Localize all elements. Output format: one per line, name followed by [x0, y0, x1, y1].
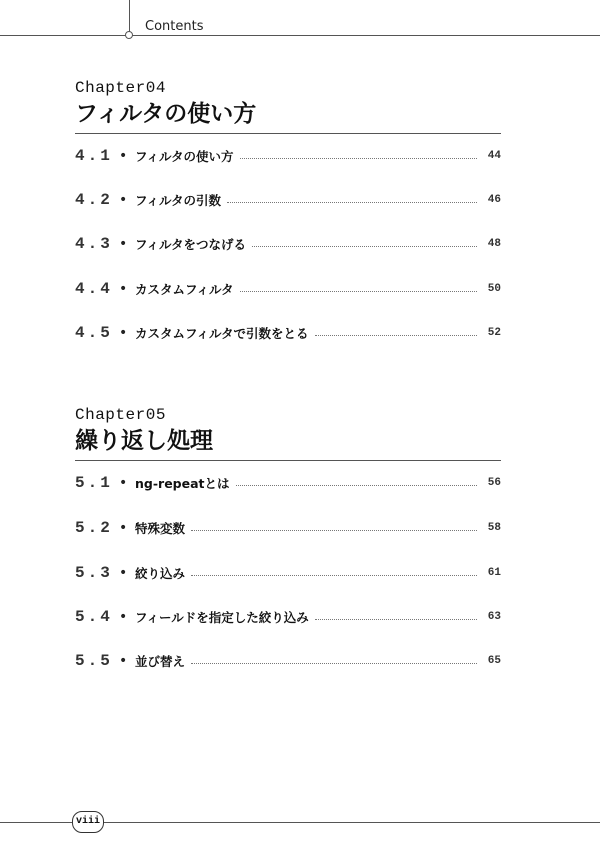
toc-entry[interactable]: [75, 651, 501, 671]
toc-entry[interactable]: [75, 607, 501, 627]
chapter-rule: [75, 460, 501, 461]
bullet-icon: •: [119, 653, 128, 669]
header-rule-dot: [125, 31, 133, 39]
header-horizontal-rule: [0, 35, 600, 36]
section-title: ng-repeatとは: [135, 476, 230, 491]
section-number: 4.4: [75, 280, 113, 298]
chapter-section-05: [75, 405, 501, 461]
section-title: フィールドを指定した絞り込み: [135, 610, 309, 625]
bullet-icon: •: [119, 192, 128, 208]
chapter-rule: [75, 133, 501, 134]
chapter-title: 繰り返し処理: [75, 428, 213, 454]
dot-leader: [191, 530, 477, 531]
page-number: 52: [487, 327, 501, 339]
section-title: 並び替え: [135, 654, 186, 669]
section-number: 5.5: [75, 652, 113, 670]
page-number: 56: [487, 477, 501, 489]
section-number: 5.2: [75, 519, 113, 537]
section-title: カスタムフィルタで引数をとる: [135, 326, 309, 341]
folio-page-number: viii: [72, 811, 104, 833]
chapter-title: フィルタの使い方: [75, 101, 257, 127]
bullet-icon: •: [119, 520, 128, 536]
bullet-icon: •: [119, 281, 128, 297]
chapter-section-04: [75, 78, 501, 134]
bullet-icon: •: [119, 236, 128, 252]
section-title: フィルタをつなげる: [135, 237, 247, 252]
dot-leader: [315, 619, 477, 620]
dot-leader: [191, 575, 477, 576]
dot-leader: [315, 335, 477, 336]
bullet-icon: •: [119, 148, 128, 164]
toc-entry[interactable]: [75, 563, 501, 583]
section-number: 4.5: [75, 324, 113, 342]
chapter-label: Chapter05: [75, 406, 166, 424]
toc-entry[interactable]: [75, 234, 501, 254]
page-number: 63: [487, 611, 501, 623]
dot-leader: [252, 246, 477, 247]
bullet-icon: •: [119, 609, 128, 625]
page-number: 61: [487, 567, 501, 579]
page-number: 46: [487, 194, 501, 206]
running-header-title: Contents: [145, 19, 204, 34]
header-vertical-rule: [129, 0, 130, 34]
page-number: 65: [487, 655, 501, 667]
toc-entry[interactable]: [75, 518, 501, 538]
dot-leader: [191, 663, 477, 664]
chapter-label: Chapter04: [75, 79, 166, 97]
section-number: 4.1: [75, 147, 113, 165]
section-title: 絞り込み: [135, 566, 186, 581]
bullet-icon: •: [119, 475, 128, 491]
toc-entry[interactable]: [75, 146, 501, 166]
section-title: フィルタの引数: [135, 193, 222, 208]
dot-leader: [236, 485, 477, 486]
page-number: 48: [487, 238, 501, 250]
bullet-icon: •: [119, 325, 128, 341]
dot-leader: [240, 291, 477, 292]
section-number: 5.1: [75, 474, 113, 492]
section-number: 5.4: [75, 608, 113, 626]
dot-leader: [240, 158, 477, 159]
toc-entry[interactable]: [75, 279, 501, 299]
dot-leader: [227, 202, 477, 203]
toc-entry[interactable]: [75, 323, 501, 343]
toc-entry[interactable]: [75, 473, 501, 493]
section-title: フィルタの使い方: [135, 149, 234, 164]
section-number: 4.2: [75, 191, 113, 209]
page-number: 44: [487, 150, 501, 162]
section-number: 5.3: [75, 564, 113, 582]
section-number: 4.3: [75, 235, 113, 253]
page-number: 50: [487, 283, 501, 295]
bullet-icon: •: [119, 565, 128, 581]
toc-entry[interactable]: [75, 190, 501, 210]
section-title: 特殊変数: [135, 521, 186, 536]
page-number: 58: [487, 522, 501, 534]
section-title: カスタムフィルタ: [135, 282, 234, 297]
